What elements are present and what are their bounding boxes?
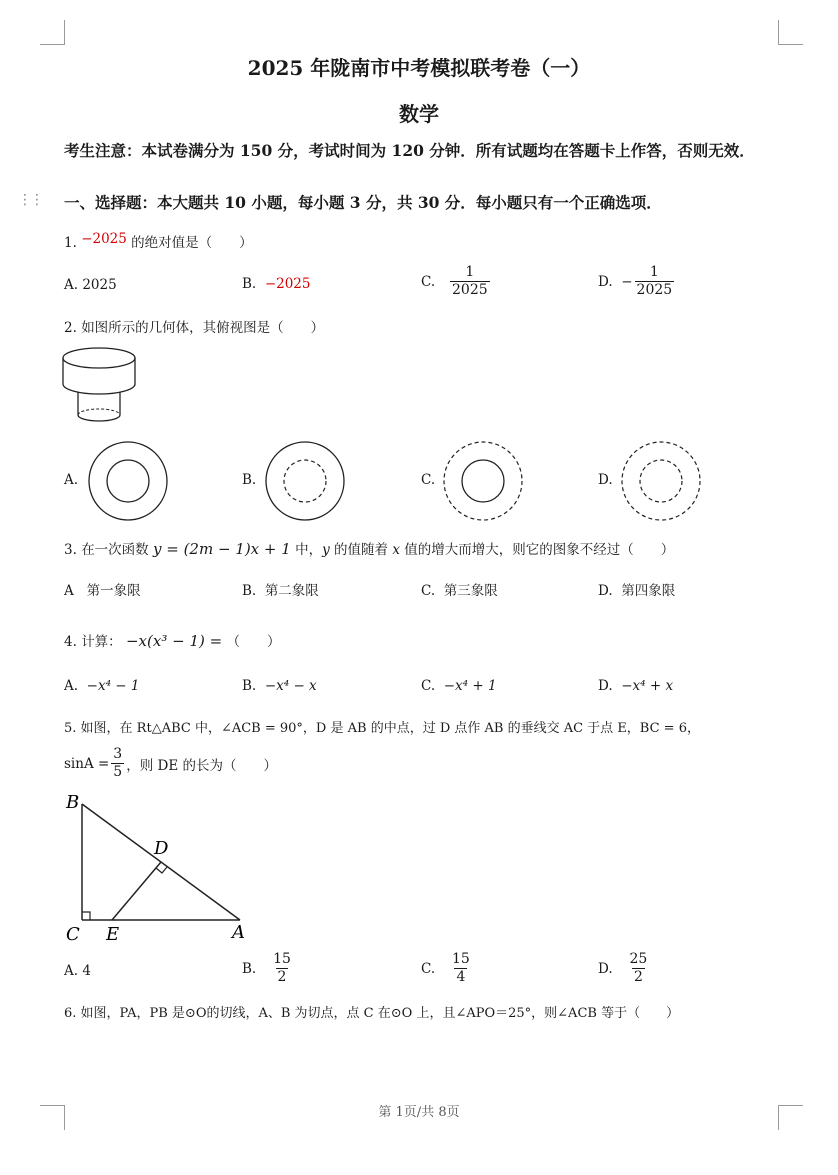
q2-option-c-figure[interactable] bbox=[441, 439, 525, 523]
q1-option-b[interactable]: B. −2025 bbox=[242, 276, 311, 292]
question-number: 1. bbox=[64, 235, 77, 251]
vertex-label-c: C bbox=[66, 924, 80, 945]
section-heading: 一、选择题：本大题共 10 小题，每小题 3 分，共 30 分．每小题只有一个正确选项． bbox=[64, 193, 662, 212]
solid-figure bbox=[58, 343, 142, 429]
fraction: $\frac{1}{2025}$ bbox=[636, 264, 673, 298]
q2-option-a-figure[interactable] bbox=[86, 439, 170, 523]
fraction: $\frac{1}{2025}$ bbox=[452, 264, 488, 298]
exam-title: 2025 年陇南市中考模拟联考卷（一） bbox=[247, 56, 591, 80]
page-corner-mark bbox=[40, 20, 65, 45]
fraction: $\frac{3}{5}$ bbox=[113, 746, 123, 780]
q3-option-b[interactable]: B. 第二象限 bbox=[242, 583, 319, 599]
question-1 bbox=[64, 231, 253, 251]
question-5: 5. 如图，在 Rt△ABC 中，∠ACB = 90°，D 是 AB 的中点，过 D 点作 AB 的垂线交 AC 于点 E，BC = 6， bbox=[64, 721, 700, 736]
question-4: 4. 计算： −x(x³ − 1) = （ ） bbox=[64, 632, 281, 650]
subject-title: 数学 bbox=[399, 102, 439, 126]
q4-option-a[interactable]: A. −x⁴ − 1 bbox=[64, 678, 140, 694]
q1-option-a[interactable]: A. 2025 bbox=[64, 277, 117, 293]
q2-option-d-label[interactable]: D. bbox=[598, 472, 613, 488]
question-3: 3. 在一次函数 y = (2m − 1)x + 1 中，y 的值随着 x 值的增大而增大，则它的图象不经过（ ） bbox=[64, 540, 675, 558]
q4-formula: −x(x³ − 1) = bbox=[125, 632, 223, 650]
q1-option-c[interactable]: C. $\frac{1}{2025}$ bbox=[421, 264, 488, 298]
q3-option-c[interactable]: C. 第三象限 bbox=[421, 583, 498, 599]
q3-option-d[interactable]: D. 第四象限 bbox=[598, 583, 676, 599]
question-5-line2: sinA = $\frac{3}{5}$ ，则 DE 的长为（ ） bbox=[64, 746, 277, 780]
q5-option-a[interactable]: A. 4 bbox=[64, 963, 91, 979]
page-footer: 第 1页/共 8页 bbox=[378, 1105, 460, 1120]
q1-stem: 的绝对值是（ ） bbox=[131, 235, 253, 251]
q3-option-a[interactable]: A 第一象限 bbox=[64, 583, 141, 599]
vertex-label-d: D bbox=[154, 838, 169, 859]
q2-option-a-label[interactable]: A. bbox=[64, 472, 79, 488]
q5-option-b[interactable]: B. $\frac{15}{2}$ bbox=[242, 951, 291, 985]
q1-option-d[interactable]: D. − $\frac{1}{2025}$ bbox=[598, 264, 673, 298]
triangle-figure bbox=[60, 790, 260, 946]
q2-option-d-figure[interactable] bbox=[619, 439, 703, 523]
q5-option-d[interactable]: D. $\frac{25}{2}$ bbox=[598, 951, 648, 985]
vertex-label-a: A bbox=[232, 922, 245, 943]
vertex-label-e: E bbox=[106, 924, 120, 945]
question-6: 6. 如图，PA，PB 是⊙O的切线，A、B 为切点，点 C 在⊙O 上，且∠APO＝25°，则∠ACB 等于（ ） bbox=[64, 1006, 680, 1021]
question-2: 2. 如图所示的几何体，其俯视图是（ ） bbox=[64, 320, 325, 336]
fraction: $\frac{15}{2}$ bbox=[273, 951, 291, 985]
q2-option-b-figure[interactable] bbox=[263, 439, 347, 523]
q3-formula: y = (2m − 1)x + 1 bbox=[152, 540, 291, 558]
q4-option-d[interactable]: D. −x⁴ + x bbox=[598, 678, 674, 694]
fraction: $\frac{15}{4}$ bbox=[452, 951, 470, 985]
q2-option-c-label[interactable]: C. bbox=[421, 472, 436, 488]
q4-option-c[interactable]: C. −x⁴ + 1 bbox=[421, 678, 497, 694]
drag-handle-icon[interactable]: ⋮⋮ bbox=[18, 192, 42, 208]
exam-notice: 考生注意：本试卷满分为 150 分，考试时间为 120 分钟．所有试题均在答题卡上作答，否则无效． bbox=[64, 141, 755, 160]
q5-option-c[interactable]: C. $\frac{15}{4}$ bbox=[421, 951, 470, 985]
q1-value: −2025 bbox=[81, 231, 127, 247]
vertex-label-b: B bbox=[66, 792, 80, 813]
fraction: $\frac{25}{2}$ bbox=[629, 951, 648, 985]
q4-option-b[interactable]: B. −x⁴ − x bbox=[242, 678, 317, 694]
q2-option-b-label[interactable]: B. bbox=[242, 472, 257, 488]
page-corner-mark bbox=[778, 20, 803, 45]
